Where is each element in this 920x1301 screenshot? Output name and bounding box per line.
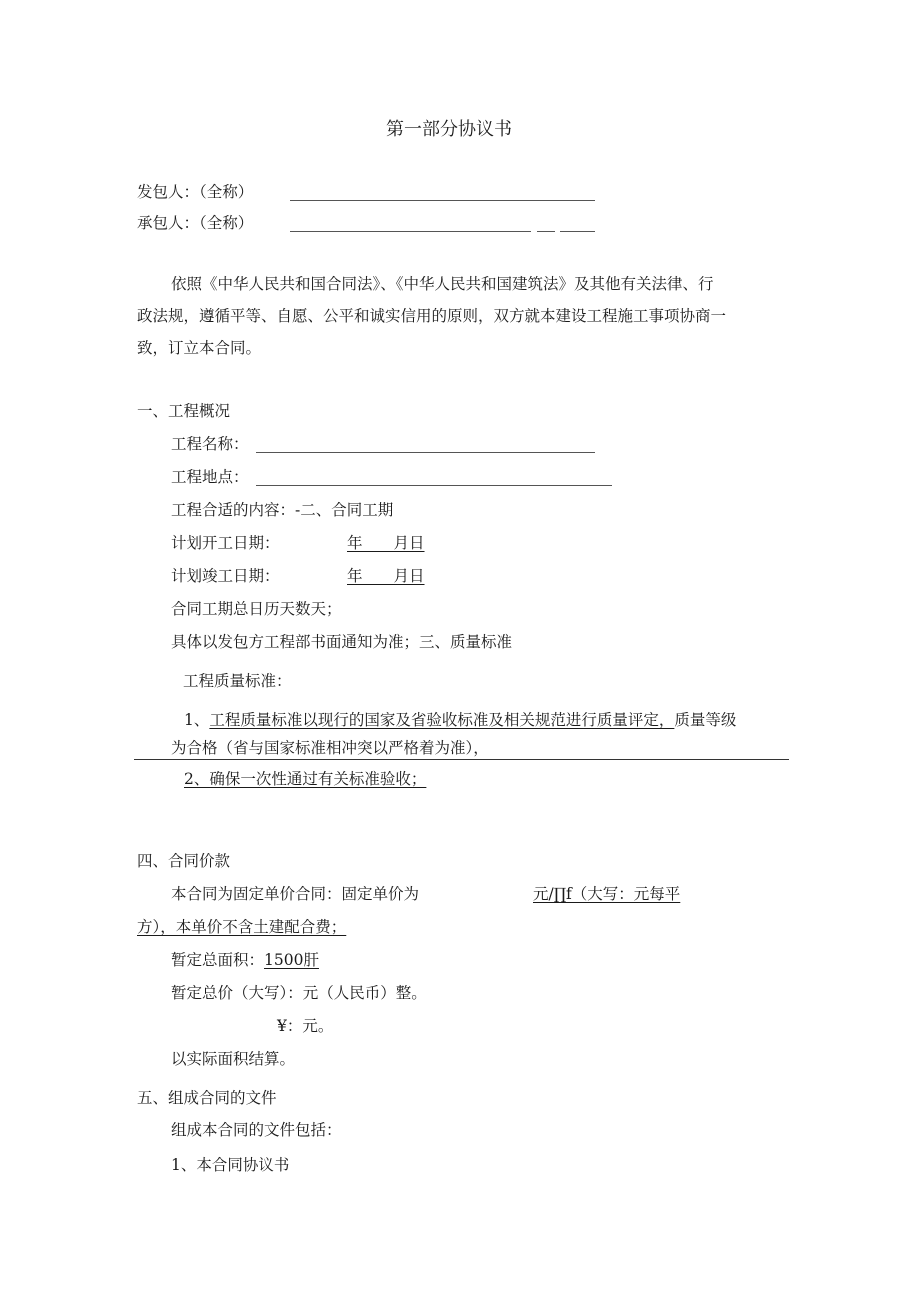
price-line-2: 方），本单价不含土建配合费； xyxy=(137,918,347,936)
area-label: 暂定总面积： xyxy=(171,951,265,969)
section-1-heading: 一、工程概况 xyxy=(137,402,231,420)
document-title: 第一部分协议书 xyxy=(386,119,512,140)
notice-line: 具体以发包方工程部书面通知为准；三、质量标准 xyxy=(171,633,513,651)
quality-item-1-number: 1、 xyxy=(184,711,210,729)
contractor-label: 承包人：（全称） xyxy=(137,214,254,232)
preamble-line-2: 政法规，遵循平等、自愿、公平和诚实信用的原则，双方就本建设工程施工事项协商一 xyxy=(137,307,727,325)
project-name-blank xyxy=(256,452,595,453)
documents-intro: 组成本合同的文件包括： xyxy=(171,1121,342,1139)
area-line xyxy=(171,950,319,970)
project-name-label: 工程名称： xyxy=(171,435,249,453)
project-site-label: 工程地点： xyxy=(171,468,249,486)
contractor-name-blank-3 xyxy=(560,231,595,232)
quality-label: 工程质量标准： xyxy=(183,672,292,690)
employer-label: 发包人：（全称） xyxy=(137,183,254,201)
start-date-value: 年 月日 xyxy=(347,534,425,552)
project-site-blank xyxy=(256,485,612,486)
quality-item-1-underlined: 工程质量标准以现行的国家及省验收标准及相关规范进行质量评定， xyxy=(209,711,675,729)
total-days-line: 合同工期总日历天数天； xyxy=(171,600,342,618)
price-line: 本合同为固定单价合同：固定单价为 xyxy=(171,885,420,903)
preamble-line-3: 致，订立本合同。 xyxy=(137,339,262,357)
area-value: 1500肝 xyxy=(264,951,319,969)
section-4-heading: 四、合同价款 xyxy=(137,852,231,870)
price-unit: 元/∏f（大写：元每平 xyxy=(533,885,681,903)
total-price-line: 暂定总价（大写）：元（人民币）整。 xyxy=(171,984,427,1002)
horizontal-rule xyxy=(134,759,789,760)
end-date-label: 计划竣工日期： xyxy=(171,567,280,585)
yuan-amount-line: ¥：元。 xyxy=(277,1017,334,1035)
document-item-1: 1、本合同协议书 xyxy=(171,1156,290,1174)
quality-item-2: 2、确保一次性通过有关标准验收； xyxy=(184,770,427,788)
quality-item-1 xyxy=(184,710,736,730)
end-date-value: 年 月日 xyxy=(347,567,425,585)
preamble-line-1: 依照《中华人民共和国合同法》、《中华人民共和国建筑法》及其他有关法律、行 xyxy=(171,275,714,293)
quality-item-1-rest: 质量等级 xyxy=(674,711,737,729)
quality-item-1-line-2: 为合格（省与国家标准相冲突以严格着为准）， xyxy=(171,739,489,757)
scope-line: 工程合适的内容：-二、合同工期 xyxy=(171,501,394,519)
employer-name-blank xyxy=(290,200,595,201)
start-date-label: 计划开工日期： xyxy=(171,534,280,552)
contractor-name-blank-2 xyxy=(537,231,555,232)
section-5-heading: 五、组成合同的文件 xyxy=(137,1089,277,1107)
settlement-line: 以实际面积结算。 xyxy=(171,1050,296,1068)
contractor-name-blank xyxy=(290,231,531,232)
